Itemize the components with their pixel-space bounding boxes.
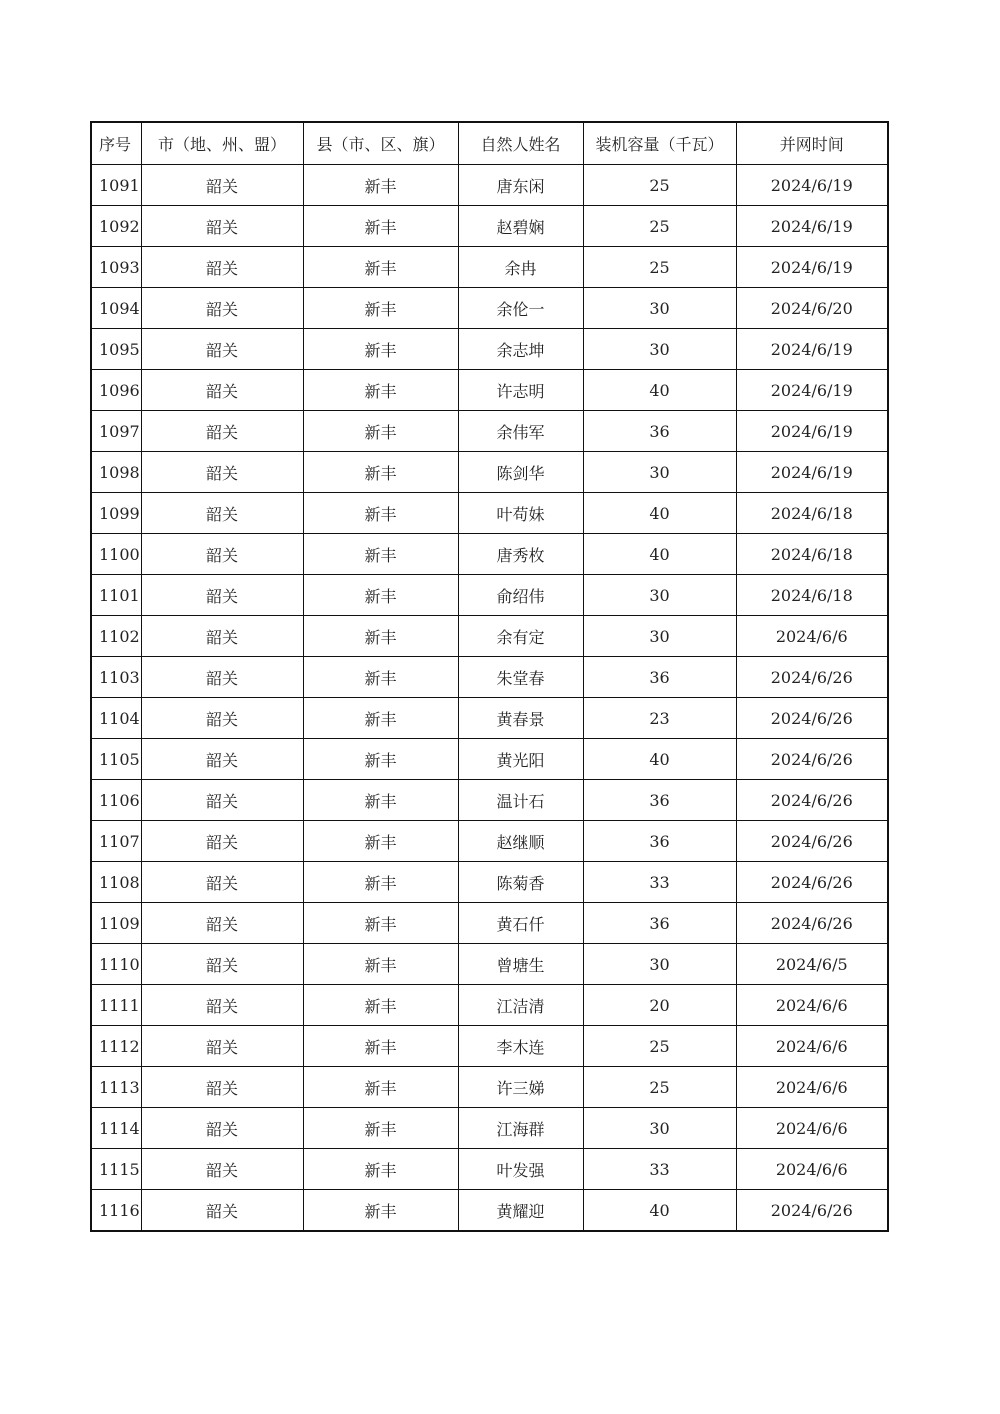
table-row: [91, 1149, 888, 1190]
cell-name: 余冉: [458, 247, 583, 288]
cell-seq: 1092: [91, 206, 141, 247]
table-row: [91, 903, 888, 944]
cell-county: 新丰: [303, 944, 458, 985]
cell-seq: 1097: [91, 411, 141, 452]
table-row: [91, 329, 888, 370]
cell-county: 新丰: [303, 329, 458, 370]
cell-county: 新丰: [303, 575, 458, 616]
cell-county: 新丰: [303, 821, 458, 862]
table-row: [91, 165, 888, 206]
cell-county: 新丰: [303, 739, 458, 780]
cell-grid-date: 2024/6/6: [736, 985, 888, 1026]
cell-name: 赵碧娴: [458, 206, 583, 247]
cell-grid-date: 2024/6/6: [736, 1108, 888, 1149]
data-table: [90, 121, 889, 1232]
cell-county: 新丰: [303, 616, 458, 657]
table-row: [91, 616, 888, 657]
cell-name: 陈剑华: [458, 452, 583, 493]
cell-seq: 1113: [91, 1067, 141, 1108]
cell-city: 韶关: [141, 903, 303, 944]
cell-capacity: 25: [583, 165, 736, 206]
cell-county: 新丰: [303, 452, 458, 493]
cell-grid-date: 2024/6/6: [736, 1026, 888, 1067]
table-row: [91, 493, 888, 534]
cell-county: 新丰: [303, 1108, 458, 1149]
cell-name: 叶苟妹: [458, 493, 583, 534]
cell-seq: 1098: [91, 452, 141, 493]
cell-city: 韶关: [141, 493, 303, 534]
cell-name: 许三娣: [458, 1067, 583, 1108]
table-row: [91, 452, 888, 493]
cell-city: 韶关: [141, 370, 303, 411]
table-row: [91, 862, 888, 903]
cell-city: 韶关: [141, 862, 303, 903]
cell-county: 新丰: [303, 411, 458, 452]
cell-capacity: 40: [583, 534, 736, 575]
cell-capacity: 30: [583, 616, 736, 657]
cell-county: 新丰: [303, 780, 458, 821]
cell-city: 韶关: [141, 657, 303, 698]
cell-city: 韶关: [141, 411, 303, 452]
table-body: [91, 165, 888, 1232]
cell-capacity: 40: [583, 1190, 736, 1232]
cell-seq: 1111: [91, 985, 141, 1026]
cell-city: 韶关: [141, 985, 303, 1026]
table-row: [91, 370, 888, 411]
cell-capacity: 30: [583, 944, 736, 985]
cell-name: 余伦一: [458, 288, 583, 329]
cell-name: 余志坤: [458, 329, 583, 370]
cell-seq: 1096: [91, 370, 141, 411]
cell-city: 韶关: [141, 698, 303, 739]
cell-name: 黄石仟: [458, 903, 583, 944]
cell-city: 韶关: [141, 1108, 303, 1149]
cell-name: 黄光阳: [458, 739, 583, 780]
cell-name: 陈菊香: [458, 862, 583, 903]
cell-county: 新丰: [303, 1149, 458, 1190]
cell-county: 新丰: [303, 1067, 458, 1108]
header-row: [91, 122, 888, 165]
table-row: [91, 985, 888, 1026]
cell-capacity: 36: [583, 657, 736, 698]
cell-grid-date: 2024/6/19: [736, 165, 888, 206]
cell-name: 朱堂春: [458, 657, 583, 698]
cell-capacity: 23: [583, 698, 736, 739]
cell-city: 韶关: [141, 944, 303, 985]
cell-seq: 1099: [91, 493, 141, 534]
table-row: [91, 657, 888, 698]
header-county: 县（市、区、旗）: [303, 122, 458, 165]
cell-capacity: 30: [583, 452, 736, 493]
cell-grid-date: 2024/6/18: [736, 575, 888, 616]
table-row: [91, 534, 888, 575]
cell-name: 唐东闲: [458, 165, 583, 206]
cell-grid-date: 2024/6/6: [736, 1067, 888, 1108]
cell-city: 韶关: [141, 575, 303, 616]
cell-name: 许志明: [458, 370, 583, 411]
cell-capacity: 30: [583, 1108, 736, 1149]
cell-seq: 1102: [91, 616, 141, 657]
cell-grid-date: 2024/6/18: [736, 534, 888, 575]
cell-seq: 1109: [91, 903, 141, 944]
cell-capacity: 25: [583, 206, 736, 247]
cell-seq: 1108: [91, 862, 141, 903]
cell-city: 韶关: [141, 780, 303, 821]
cell-name: 俞绍伟: [458, 575, 583, 616]
cell-county: 新丰: [303, 206, 458, 247]
cell-city: 韶关: [141, 534, 303, 575]
table-row: [91, 247, 888, 288]
cell-name: 江海群: [458, 1108, 583, 1149]
cell-grid-date: 2024/6/19: [736, 206, 888, 247]
cell-city: 韶关: [141, 247, 303, 288]
cell-city: 韶关: [141, 1067, 303, 1108]
cell-grid-date: 2024/6/18: [736, 493, 888, 534]
cell-county: 新丰: [303, 985, 458, 1026]
cell-capacity: 36: [583, 903, 736, 944]
cell-name: 李木连: [458, 1026, 583, 1067]
cell-county: 新丰: [303, 370, 458, 411]
cell-city: 韶关: [141, 1149, 303, 1190]
cell-capacity: 30: [583, 288, 736, 329]
cell-name: 黄春景: [458, 698, 583, 739]
cell-city: 韶关: [141, 452, 303, 493]
cell-county: 新丰: [303, 903, 458, 944]
cell-capacity: 25: [583, 1026, 736, 1067]
cell-name: 温计石: [458, 780, 583, 821]
cell-name: 江洁清: [458, 985, 583, 1026]
cell-capacity: 25: [583, 1067, 736, 1108]
cell-seq: 1112: [91, 1026, 141, 1067]
header-capacity: 装机容量（千瓦）: [583, 122, 736, 165]
cell-capacity: 30: [583, 329, 736, 370]
cell-name: 余有定: [458, 616, 583, 657]
cell-seq: 1114: [91, 1108, 141, 1149]
cell-city: 韶关: [141, 288, 303, 329]
cell-city: 韶关: [141, 616, 303, 657]
table-header: [91, 122, 888, 165]
cell-grid-date: 2024/6/6: [736, 1149, 888, 1190]
table-row: [91, 1067, 888, 1108]
table-row: [91, 780, 888, 821]
cell-capacity: 40: [583, 739, 736, 780]
cell-grid-date: 2024/6/26: [736, 1190, 888, 1232]
cell-seq: 1094: [91, 288, 141, 329]
cell-seq: 1091: [91, 165, 141, 206]
cell-county: 新丰: [303, 288, 458, 329]
cell-city: 韶关: [141, 165, 303, 206]
cell-capacity: 33: [583, 1149, 736, 1190]
cell-name: 赵继顺: [458, 821, 583, 862]
table-row: [91, 739, 888, 780]
cell-county: 新丰: [303, 493, 458, 534]
cell-capacity: 25: [583, 247, 736, 288]
cell-grid-date: 2024/6/26: [736, 780, 888, 821]
cell-city: 韶关: [141, 1190, 303, 1232]
table-row: [91, 944, 888, 985]
table-row: [91, 1026, 888, 1067]
cell-county: 新丰: [303, 698, 458, 739]
header-seq: 序号: [91, 122, 141, 165]
cell-capacity: 36: [583, 411, 736, 452]
cell-grid-date: 2024/6/19: [736, 370, 888, 411]
cell-seq: 1101: [91, 575, 141, 616]
cell-capacity: 40: [583, 493, 736, 534]
cell-grid-date: 2024/6/26: [736, 821, 888, 862]
cell-seq: 1106: [91, 780, 141, 821]
cell-grid-date: 2024/6/26: [736, 739, 888, 780]
cell-capacity: 30: [583, 575, 736, 616]
cell-county: 新丰: [303, 657, 458, 698]
cell-grid-date: 2024/6/26: [736, 862, 888, 903]
cell-city: 韶关: [141, 739, 303, 780]
cell-county: 新丰: [303, 1026, 458, 1067]
cell-county: 新丰: [303, 862, 458, 903]
cell-name: 叶发强: [458, 1149, 583, 1190]
table-row: [91, 821, 888, 862]
cell-county: 新丰: [303, 247, 458, 288]
table-row: [91, 1190, 888, 1232]
cell-capacity: 40: [583, 370, 736, 411]
table-row: [91, 206, 888, 247]
cell-seq: 1107: [91, 821, 141, 862]
cell-seq: 1115: [91, 1149, 141, 1190]
cell-county: 新丰: [303, 165, 458, 206]
cell-county: 新丰: [303, 534, 458, 575]
cell-city: 韶关: [141, 329, 303, 370]
header-city: 市（地、州、盟）: [141, 122, 303, 165]
cell-grid-date: 2024/6/19: [736, 411, 888, 452]
cell-name: 唐秀枚: [458, 534, 583, 575]
table-row: [91, 698, 888, 739]
cell-seq: 1110: [91, 944, 141, 985]
cell-grid-date: 2024/6/20: [736, 288, 888, 329]
cell-grid-date: 2024/6/19: [736, 247, 888, 288]
cell-seq: 1116: [91, 1190, 141, 1232]
cell-seq: 1095: [91, 329, 141, 370]
cell-name: 黄耀迎: [458, 1190, 583, 1232]
cell-grid-date: 2024/6/6: [736, 616, 888, 657]
cell-seq: 1103: [91, 657, 141, 698]
cell-grid-date: 2024/6/26: [736, 657, 888, 698]
table-row: [91, 575, 888, 616]
cell-grid-date: 2024/6/19: [736, 452, 888, 493]
cell-county: 新丰: [303, 1190, 458, 1232]
cell-grid-date: 2024/6/26: [736, 903, 888, 944]
table-row: [91, 288, 888, 329]
cell-city: 韶关: [141, 821, 303, 862]
cell-seq: 1105: [91, 739, 141, 780]
cell-seq: 1100: [91, 534, 141, 575]
cell-grid-date: 2024/6/26: [736, 698, 888, 739]
header-name: 自然人姓名: [458, 122, 583, 165]
cell-capacity: 36: [583, 821, 736, 862]
cell-city: 韶关: [141, 1026, 303, 1067]
table-row: [91, 1108, 888, 1149]
cell-seq: 1104: [91, 698, 141, 739]
cell-capacity: 20: [583, 985, 736, 1026]
cell-grid-date: 2024/6/5: [736, 944, 888, 985]
table-row: [91, 411, 888, 452]
cell-capacity: 33: [583, 862, 736, 903]
cell-seq: 1093: [91, 247, 141, 288]
cell-city: 韶关: [141, 206, 303, 247]
cell-grid-date: 2024/6/19: [736, 329, 888, 370]
cell-name: 余伟军: [458, 411, 583, 452]
cell-capacity: 36: [583, 780, 736, 821]
cell-name: 曾塘生: [458, 944, 583, 985]
header-grid-date: 并网时间: [736, 122, 888, 165]
